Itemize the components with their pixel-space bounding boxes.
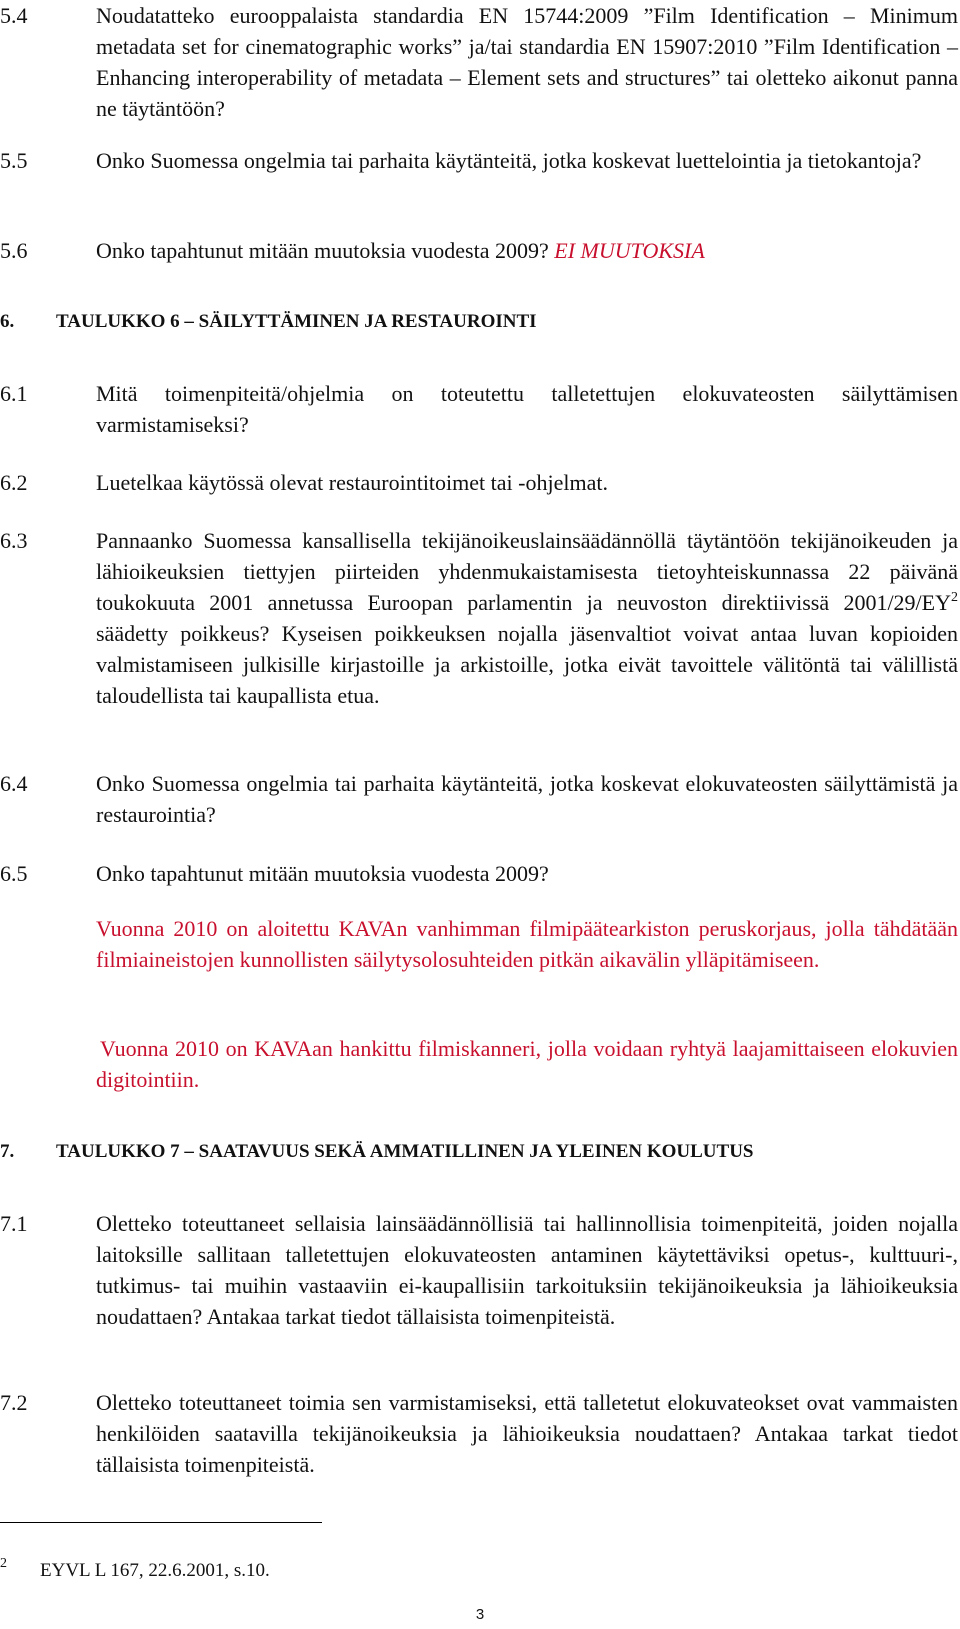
- heading-number: 6.: [0, 311, 15, 332]
- question-number: 6.2: [0, 470, 28, 495]
- question-text-part-2: säädetty poikkeus? Kyseisen poikkeuksen nojalla jäsenvaltiot voivat antaa luvan kopioiden valmistamiseen julkisille kirjastoille ja arkistoille, jotka eivät tavoittele välitöntä tai välillistä taloudellista tai kaupallista etua.: [96, 621, 958, 708]
- question-text: [96, 235, 958, 266]
- question-text-inline: Onko tapahtunut mitään muutoksia vuodesta 2009?: [96, 238, 555, 263]
- question-number: 5.4: [0, 3, 28, 28]
- question-number: 5.5: [0, 148, 28, 173]
- page-number: 3: [475, 1606, 485, 1623]
- footnote-separator: [0, 1522, 322, 1523]
- heading-number: 7.: [0, 1141, 15, 1162]
- answer-paragraph-1: Vuonna 2010 on aloitettu KAVAn vanhimman filmipäätearkiston peruskorjaus, jolla tähdätään filmiaineistojen kunnollisten säilytysolosuhteiden pitkän aikavälin ylläpitämiseen.: [96, 916, 958, 972]
- question-number: 6.5: [0, 861, 28, 886]
- answer-text: EI MUUTOKSIA: [554, 238, 705, 263]
- question-number: 7.2: [0, 1390, 28, 1415]
- question-text: Luetelkaa käytössä olevat restaurointitoimet tai -ohjelmat.: [96, 470, 608, 495]
- heading-title: TAULUKKO 6 – SÄILYTTÄMINEN JA RESTAUROINTI: [56, 311, 537, 332]
- question-text: Onko Suomessa ongelmia tai parhaita käytänteitä, jotka koskevat elokuvateosten säilyttämistä ja restaurointia?: [96, 771, 958, 827]
- heading-title: TAULUKKO 7 – SAATAVUUS SEKÄ AMMATILLINEN JA YLEINEN KOULUTUS: [56, 1141, 754, 1162]
- question-text-part-1: Pannaanko Suomessa kansallisella tekijänoikeuslainsäädännöllä täytäntöön tekijänoikeuden ja lähioikeuksien tiettyjen piirteiden yhdenmukaistamisesta tietoyhteiskunnassa 22 päivänä toukokuuta 2001 annetussa Euroopan parlamentin ja neuvoston direktiivissä 2001/29/EY: [96, 528, 958, 615]
- question-number: 7.1: [0, 1211, 28, 1236]
- question-number: 6.3: [0, 528, 28, 553]
- question-number: 6.4: [0, 771, 28, 796]
- question-text: Oletteko toteuttaneet sellaisia lainsäädännöllisiä tai hallinnollisia toimenpiteitä, joiden nojalla laitoksille sallitaan talletettujen elokuvateosten antaminen käytettäviksi opetus-, kulttuuri-, tutkimus- tai muihin vastaaviin ei-kaupallisiin tarkoituksiin tekijänoikeuksia ja lähioikeuksia noudattaen? Antakaa tarkat tiedot tällaisista toimenpiteistä.: [96, 1211, 958, 1329]
- question-text: [96, 525, 958, 711]
- question-text: Onko tapahtunut mitään muutoksia vuodesta 2009?: [96, 861, 549, 886]
- question-number: 6.1: [0, 381, 28, 406]
- footnote-reference: 2: [951, 590, 958, 605]
- footnote-text: EYVL L 167, 22.6.2001, s.10.: [40, 1560, 270, 1581]
- answer-paragraph-2: Vuonna 2010 on KAVAan hankittu filmiskanneri, jolla voidaan ryhtyä laajamittaiseen elokuvien digitointiin.: [96, 1036, 958, 1092]
- question-text: Oletteko toteuttaneet toimia sen varmistamiseksi, että talletetut elokuvateokset ovat vammaisten henkilöiden saatavilla tekijänoikeuksia ja lähioikeuksia noudattaen? Antakaa tarkat tiedot tällaisista toimenpiteistä.: [96, 1390, 958, 1477]
- question-text: Onko Suomessa ongelmia tai parhaita käytänteitä, jotka koskevat luettelointia ja tietokantoja?: [96, 148, 922, 173]
- footnote-mark: 2: [0, 1556, 7, 1571]
- question-number: 5.6: [0, 238, 28, 263]
- question-text: Noudatatteko eurooppalaista standardia EN 15744:2009 ”Film Identification – Minimum metadata set for cinematographic works” ja/tai standardia EN 15907:2010 ”Film Identification – Enhancing interoperability of metadata – Element sets and structures” tai oletteko aikonut panna ne täytäntöön?: [96, 3, 958, 121]
- question-text: Mitä toimenpiteitä/ohjelmia on toteutettu talletettujen elokuvateosten säilyttämisen varmistamiseksi?: [96, 381, 958, 437]
